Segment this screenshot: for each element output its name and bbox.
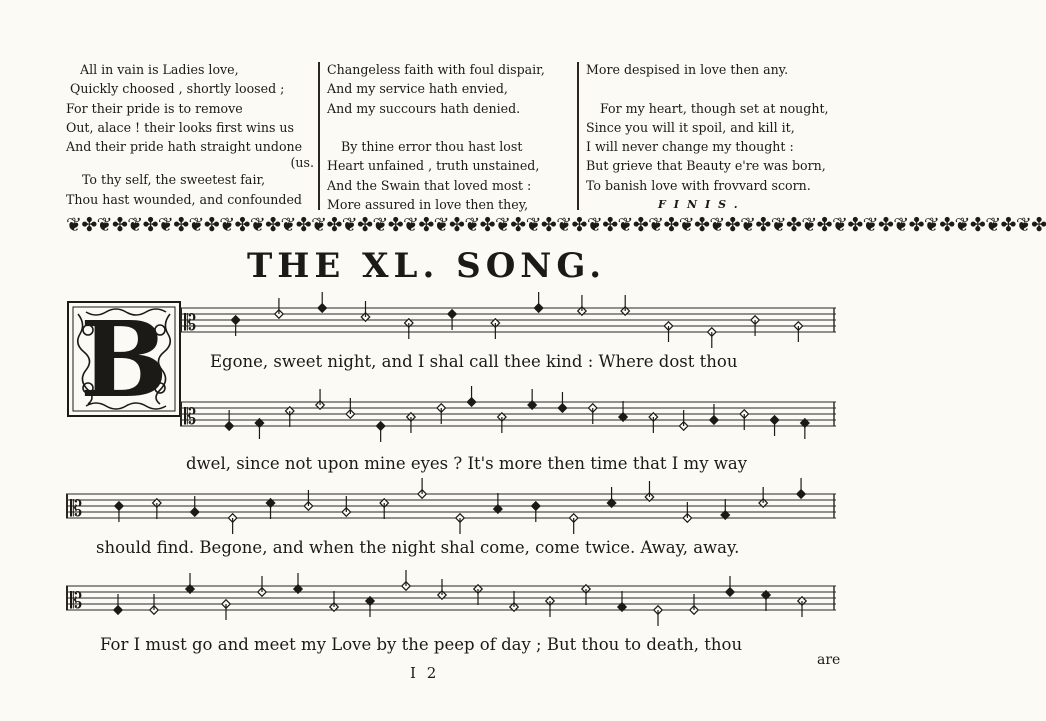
music-staff-2 bbox=[180, 396, 836, 442]
verse-line: And my succours hath denied. bbox=[327, 100, 521, 116]
lyric-line-4: For I must go and meet my Love by the peep of day ; But thou to death, thou bbox=[100, 635, 743, 654]
verse-line: But grieve that Beauty e're was born, bbox=[586, 158, 826, 174]
clef-sign: 𝄡 bbox=[70, 589, 83, 614]
verse-line: Changeless faith with foul dispair, bbox=[327, 62, 545, 77]
verse-line: For my heart, though set at nought, bbox=[600, 100, 829, 116]
verse-line: Quickly choosed , shortly loosed ; bbox=[70, 81, 285, 97]
page-signature: I 2 bbox=[410, 664, 440, 682]
verse-line: More despised in love then any. bbox=[586, 62, 789, 77]
verse-line: I will never change my thought : bbox=[586, 139, 794, 155]
verse-column-1 bbox=[66, 60, 314, 209]
verse-line: To thy self, the sweetest fair, bbox=[82, 172, 266, 188]
song-title: THE XL. SONG. bbox=[247, 246, 607, 286]
finis-label: FINIS. bbox=[658, 198, 746, 212]
music-staff-1 bbox=[180, 302, 836, 344]
verse-line: More assured in love then they, bbox=[327, 197, 529, 213]
clef-sign: 𝄡 bbox=[184, 311, 197, 336]
lyric-line-1: Egone, sweet night, and I shal call thee kind : Where dost thou bbox=[210, 352, 738, 371]
initial-letter: B bbox=[80, 298, 168, 421]
clef-sign: 𝄡 bbox=[70, 497, 83, 522]
column-divider bbox=[577, 62, 579, 210]
verse-line bbox=[586, 79, 846, 98]
verse-column-3 bbox=[586, 60, 846, 214]
verse-column-2 bbox=[327, 60, 577, 214]
clef-sign: 𝄡 bbox=[184, 405, 197, 430]
music-staff-4 bbox=[66, 580, 836, 622]
verse-line: And the Swain that loved most : bbox=[327, 177, 532, 193]
column-divider bbox=[318, 62, 320, 210]
verse-line: And my service hath envied, bbox=[327, 81, 508, 97]
verse-line: Heart unfained , truth unstained, bbox=[327, 158, 540, 174]
decorated-initial bbox=[66, 298, 182, 421]
verse-line: Thou hast wounded, and confounded bbox=[66, 191, 302, 207]
decorated-initial-frame bbox=[66, 298, 182, 421]
lyric-line-3: should find. Begone, and when the night shal come, come twice. Away, away. bbox=[96, 538, 740, 557]
verse-line: Since you will it spoil, and kill it, bbox=[586, 119, 795, 135]
verse-line: (us. bbox=[290, 155, 314, 171]
verse-line: For their pride is to remove bbox=[66, 100, 243, 116]
fleuron-ornament-row: ❦✤❦✤❦✤❦✤❦✤❦✤❦✤❦✤❦✤❦✤❦✤❦✤❦✤❦✤❦✤❦✤❦✤❦✤❦✤❦✤❦✤❦✤❦✤❦✤❦✤❦✤❦✤❦✤❦✤❦✤❦✤❦✤ bbox=[66, 214, 1046, 236]
verse-line bbox=[327, 118, 577, 137]
verse-line: All in vain is Ladies love, bbox=[80, 62, 239, 77]
music-staff-3 bbox=[66, 488, 836, 530]
verse-line: By thine error thou hast lost bbox=[341, 139, 523, 155]
verse-line: To banish love with frovvard scorn. bbox=[586, 177, 811, 193]
verse-line: Out, alace ! their looks first wins us bbox=[66, 119, 294, 135]
catchword: are bbox=[817, 652, 841, 668]
verse-line: And their pride hath straight undone bbox=[66, 139, 303, 155]
lyric-line-2: dwel, since not upon mine eyes ? It's more then time that I my way bbox=[186, 454, 748, 473]
